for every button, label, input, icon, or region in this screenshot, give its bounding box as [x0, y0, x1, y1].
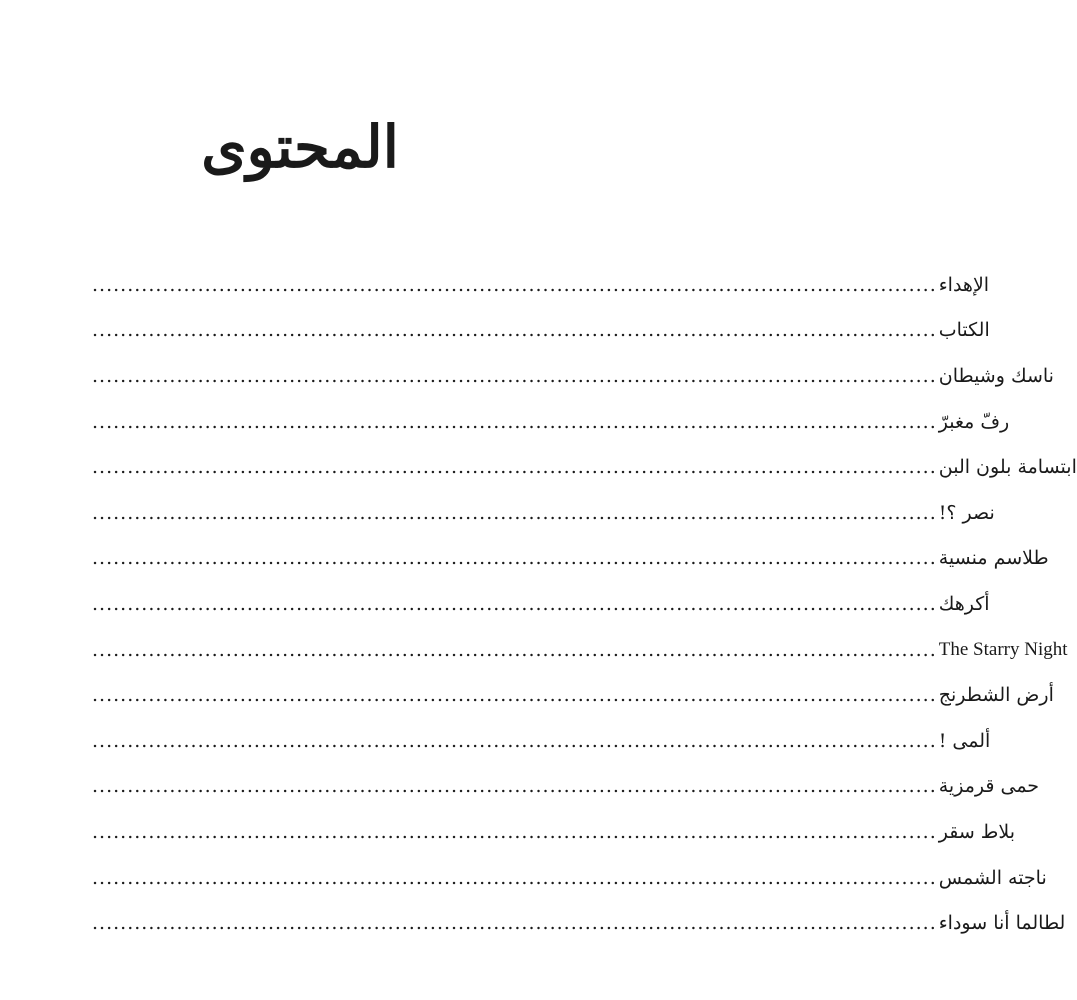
toc-entry-title: أكرهك [938, 592, 990, 615]
toc-entry-title: ابتسامة بلون البن [938, 456, 1077, 479]
dot-leader: ........................................................................................................................ [92, 866, 937, 889]
toc-entry [92, 718, 991, 764]
toc-entry-title: طلاسم منسية [938, 547, 1049, 570]
dot-leader: ........................................................................................................................ [92, 820, 937, 843]
toc-entry [92, 536, 1049, 582]
toc-entry [92, 581, 990, 627]
toc-entry [92, 672, 1054, 718]
toc-entry-title: حمى قرمزية [938, 775, 1040, 798]
dot-leader: ........................................................................................................................ [92, 456, 937, 479]
toc-entry [92, 627, 1068, 673]
toc-entry-title: ناسك وشيطان [938, 364, 1054, 387]
dot-leader: ........................................................................................................................ [92, 410, 937, 433]
dot-leader: ........................................................................................................................ [92, 775, 937, 798]
toc-entry [92, 855, 1047, 901]
toc-entry-title: ألمى ! [938, 729, 991, 752]
toc-entry-title: الكتاب [938, 319, 990, 342]
toc-entry [92, 900, 1066, 946]
toc-entry [92, 809, 1016, 855]
dot-leader: ........................................................................................................................ [92, 319, 937, 342]
toc-entry-title: رفّ مغبرّ [938, 410, 1010, 433]
dot-leader: ........................................................................................................................ [92, 547, 937, 570]
dot-leader: ........................................................................................................................ [92, 592, 937, 615]
dot-leader: ........................................................................................................................ [92, 729, 937, 752]
dot-leader: ........................................................................................................................ [92, 364, 937, 387]
dot-leader: ........................................................................................................................ [92, 501, 937, 524]
page-title: المحتوى [201, 113, 399, 181]
toc-entry-title: أرض الشطرنج [938, 684, 1054, 707]
toc-entry [92, 764, 1040, 810]
toc-entry [92, 444, 1077, 490]
dot-leader: ........................................................................................................................ [92, 912, 937, 935]
dot-leader: ........................................................................................................................ [92, 684, 937, 707]
toc-entry [92, 353, 1054, 399]
table-of-contents [92, 262, 1077, 946]
dot-leader: ........................................................................................................................ [92, 638, 937, 661]
toc-entry-title: ناجته الشمس [938, 866, 1047, 889]
toc-entry-title: بلاط سقر [938, 820, 1016, 843]
toc-entry-title: The Starry Night [938, 638, 1068, 660]
dot-leader: ........................................................................................................................ [92, 273, 937, 296]
toc-entry [92, 490, 995, 536]
toc-entry-title: الإهداء [938, 273, 990, 296]
toc-entry-title: نصر ؟! [938, 501, 995, 524]
toc-entry [92, 262, 990, 308]
toc-entry [92, 308, 990, 354]
toc-entry [92, 399, 1010, 445]
toc-entry-title: لطالما أنا سوداء [938, 912, 1066, 935]
